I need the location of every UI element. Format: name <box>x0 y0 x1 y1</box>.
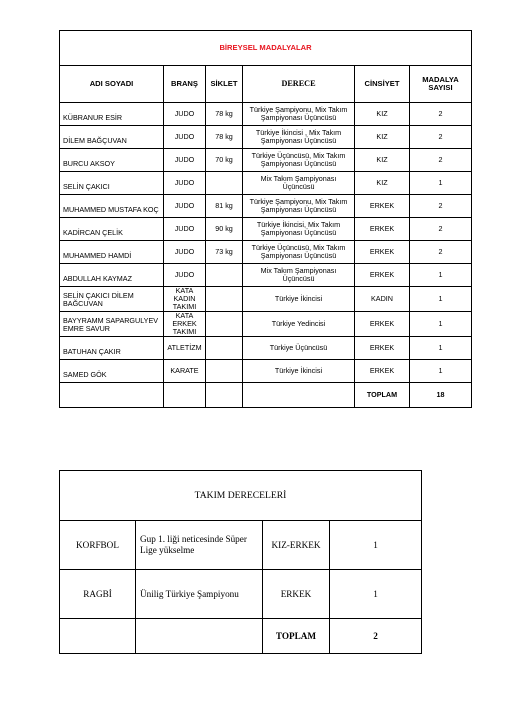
weight-class: 78 kg <box>206 103 243 126</box>
weight-class <box>206 287 243 312</box>
individual-row <box>60 287 472 312</box>
weight-class <box>206 172 243 195</box>
gender: KIZ <box>355 149 410 172</box>
athlete-name: KÜBRANUR ESİR <box>60 103 164 126</box>
sport: KORFBOL <box>60 521 136 570</box>
team-rankings-table <box>59 470 422 654</box>
athlete-name: SELİN ÇAKICI <box>60 172 164 195</box>
header-weight: SİKLET <box>206 66 243 103</box>
branch: JUDO <box>164 126 206 149</box>
header-branch: BRANŞ <box>164 66 206 103</box>
header-name: ADI SOYADI <box>60 66 164 103</box>
rank: Türkiye Yedincisi <box>243 312 355 337</box>
branch: JUDO <box>164 264 206 287</box>
weight-class <box>206 312 243 337</box>
header-rank: DERECE <box>243 66 355 103</box>
team-row <box>60 570 422 619</box>
individual-medals-table <box>59 30 472 408</box>
team-gender: ERKEK <box>263 570 330 619</box>
team-rank: Gup 1. liği neticesinde Süper Lige yükselme <box>136 521 263 570</box>
gender: ERKEK <box>355 264 410 287</box>
rank: Türkiye Üçüncüsü, Mix Takım Şampiyonası Üçüncüsü <box>243 149 355 172</box>
individual-row <box>60 264 472 287</box>
gender: ERKEK <box>355 241 410 264</box>
athlete-name: BURCU AKSOY <box>60 149 164 172</box>
gender: KIZ <box>355 172 410 195</box>
branch: JUDO <box>164 103 206 126</box>
footer-empty-cell <box>164 383 206 408</box>
medal-count: 1 <box>410 172 472 195</box>
team-count: 1 <box>330 570 422 619</box>
rank: Türkiye İkincisi , Mix Takım Şampiyonası Üçüncüsü <box>243 126 355 149</box>
branch: JUDO <box>164 195 206 218</box>
branch: KATA ERKEK TAKIMI <box>164 312 206 337</box>
rank: Türkiye İkincisi <box>243 287 355 312</box>
medal-count: 2 <box>410 103 472 126</box>
team-count: 1 <box>330 521 422 570</box>
weight-class: 78 kg <box>206 126 243 149</box>
weight-class: 81 kg <box>206 195 243 218</box>
medal-count: 2 <box>410 241 472 264</box>
weight-class <box>206 360 243 383</box>
athlete-name: MUHAMMED HAMDİ <box>60 241 164 264</box>
athlete-name: BAYYRAMM SAPARGULYEV EMRE SAVUR <box>60 312 164 337</box>
individual-table-body <box>60 103 472 383</box>
gender: ERKEK <box>355 312 410 337</box>
gender: ERKEK <box>355 337 410 360</box>
rank: Türkiye Şampiyonu, Mix Takım Şampiyonası Üçüncüsü <box>243 195 355 218</box>
branch: JUDO <box>164 241 206 264</box>
weight-class: 70 kg <box>206 149 243 172</box>
individual-row <box>60 312 472 337</box>
team-footer-empty-cell <box>60 619 136 654</box>
rank: Mix Takım Şampiyonası Üçüncüsü <box>243 264 355 287</box>
medal-count: 1 <box>410 337 472 360</box>
header-medal-count: MADALYA SAYISI <box>410 66 472 103</box>
footer-empty-cell <box>60 383 164 408</box>
rank: Türkiye Şampiyonu, Mix Takım Şampiyonası Üçüncüsü <box>243 103 355 126</box>
weight-class <box>206 337 243 360</box>
individual-row <box>60 126 472 149</box>
individual-row <box>60 241 472 264</box>
medal-count: 2 <box>410 149 472 172</box>
team-rank: Ünilig Türkiye Şampiyonu <box>136 570 263 619</box>
rank: Türkiye İkincisi, Mix Takım Şampiyonası Üçüncüsü <box>243 218 355 241</box>
medal-count: 1 <box>410 360 472 383</box>
gender: ERKEK <box>355 360 410 383</box>
branch: JUDO <box>164 218 206 241</box>
team-table-title: TAKIM DERECELERİ <box>60 471 422 521</box>
total-label: TOPLAM <box>355 383 410 408</box>
footer-empty-cell <box>206 383 243 408</box>
team-footer-empty-cell <box>136 619 263 654</box>
medal-count: 2 <box>410 195 472 218</box>
gender: ERKEK <box>355 218 410 241</box>
athlete-name: KADİRCAN ÇELİK <box>60 218 164 241</box>
individual-row <box>60 337 472 360</box>
rank: Türkiye Üçüncüsü, Mix Takım Şampiyonası Üçüncüsü <box>243 241 355 264</box>
athlete-name: DİLEM BAĞÇUVAN <box>60 126 164 149</box>
team-table-body <box>60 521 422 619</box>
individual-row <box>60 360 472 383</box>
athlete-name: ABDULLAH KAYMAZ <box>60 264 164 287</box>
team-row <box>60 521 422 570</box>
header-gender: CİNSİYET <box>355 66 410 103</box>
sport: RAGBİ <box>60 570 136 619</box>
rank: Mix Takım Şampiyonası Üçüncüsü <box>243 172 355 195</box>
medal-count: 2 <box>410 218 472 241</box>
team-total-label: TOPLAM <box>263 619 330 654</box>
individual-row <box>60 103 472 126</box>
rank: Türkiye İkincisi <box>243 360 355 383</box>
individual-table-title: BİREYSEL MADALYALAR <box>60 31 472 66</box>
gender: KIZ <box>355 126 410 149</box>
branch: ATLETİZM <box>164 337 206 360</box>
individual-row <box>60 149 472 172</box>
weight-class: 90 kg <box>206 218 243 241</box>
branch: KARATE <box>164 360 206 383</box>
gender: ERKEK <box>355 195 410 218</box>
medal-count: 2 <box>410 126 472 149</box>
weight-class <box>206 264 243 287</box>
medal-count: 1 <box>410 312 472 337</box>
gender: KIZ <box>355 103 410 126</box>
individual-row <box>60 218 472 241</box>
medal-count: 1 <box>410 264 472 287</box>
weight-class: 73 kg <box>206 241 243 264</box>
branch: JUDO <box>164 149 206 172</box>
athlete-name: SAMED GÖK <box>60 360 164 383</box>
total-value: 18 <box>410 383 472 408</box>
individual-row <box>60 195 472 218</box>
athlete-name: MUHAMMED MUSTAFA KOÇ <box>60 195 164 218</box>
team-gender: KIZ-ERKEK <box>263 521 330 570</box>
footer-empty-cell <box>243 383 355 408</box>
athlete-name: SELİN ÇAKICI DİLEM BAĞCUVAN <box>60 287 164 312</box>
medal-count: 1 <box>410 287 472 312</box>
rank: Türkiye Üçüncüsü <box>243 337 355 360</box>
team-total-value: 2 <box>330 619 422 654</box>
individual-row <box>60 172 472 195</box>
branch: JUDO <box>164 172 206 195</box>
athlete-name: BATUHAN ÇAKIR <box>60 337 164 360</box>
branch: KATA KADIN TAKIMI <box>164 287 206 312</box>
gender: KADIN <box>355 287 410 312</box>
